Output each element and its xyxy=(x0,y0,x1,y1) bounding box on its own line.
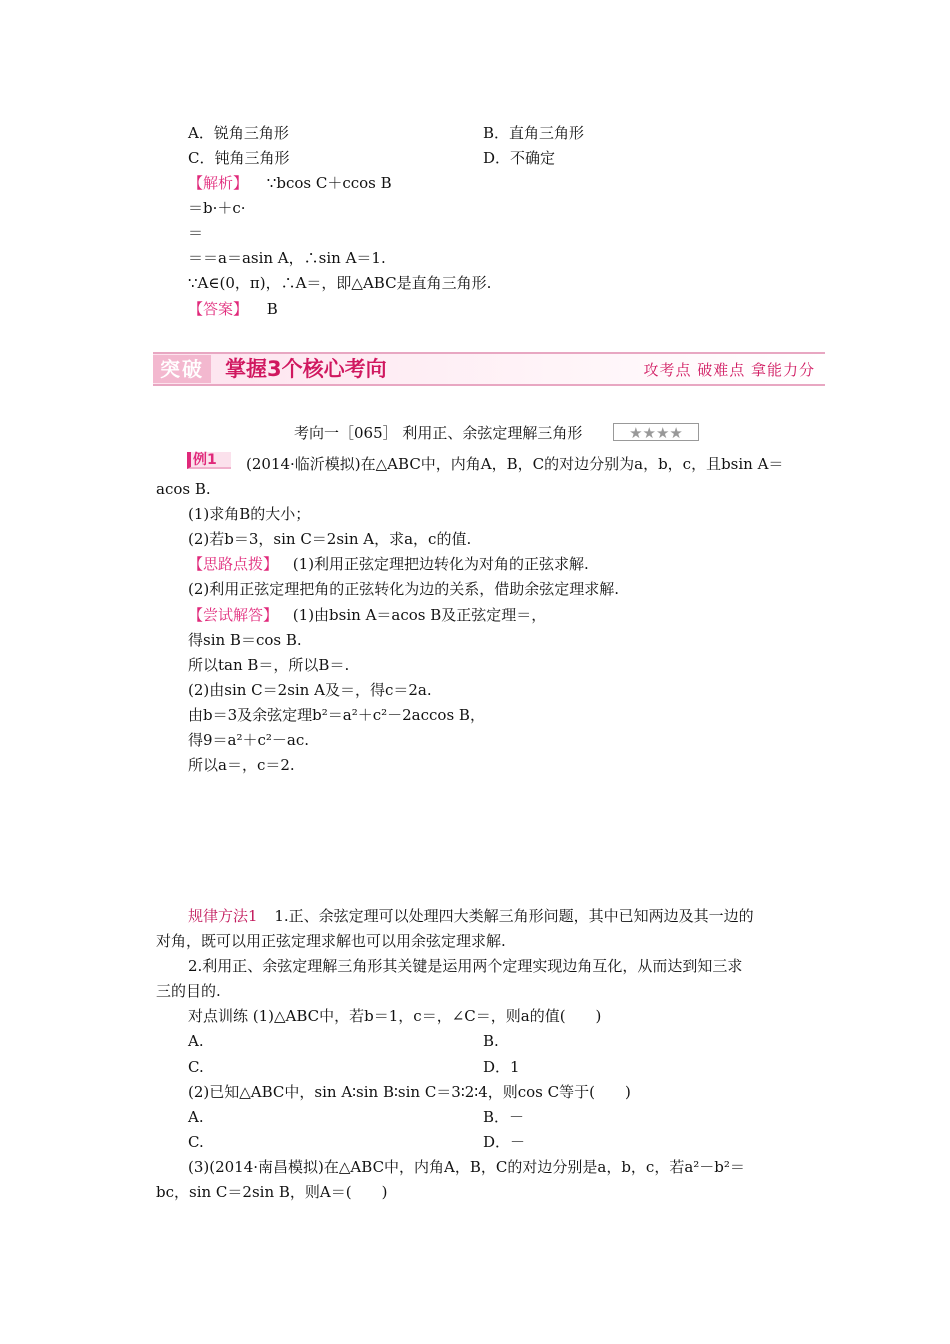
example-question-1: (1)求角B的大小； xyxy=(188,505,311,523)
try-line-7: 所以a＝，c＝2. xyxy=(188,756,295,774)
method-text-1: 1.正、余弦定理可以处理四大类解三角形问题，其中已知两边及其一边的 xyxy=(274,907,754,925)
method-line-4: 三的目的. xyxy=(156,982,221,1000)
example-question-2: (2)若b＝3，sin C＝2sin A，求a，c的值. xyxy=(188,530,472,548)
topic-heading: 考向一［065］ 利用正、余弦定理解三角形 xyxy=(294,424,583,442)
practice-question-3-line-1: (3)(2014·南昌模拟)在△ABC中，内角A，B，C的对边分别是a，b，c，若a²－b²＝ xyxy=(188,1158,745,1176)
banner-bottom-rule xyxy=(153,384,825,386)
solution-line-5: ∵A∈(0，π)，∴A＝，即△ABC是直角三角形. xyxy=(188,274,492,292)
solution-line-2: ＝b·＋c· xyxy=(188,199,246,217)
example-icon: 例1 xyxy=(187,452,231,469)
banner-title: 掌握3个核心考向 xyxy=(225,357,387,381)
difficulty-stars: ★★★★ xyxy=(613,423,699,441)
hint-line-1 xyxy=(188,555,589,573)
option-a: A．锐角三角形 xyxy=(188,124,289,142)
practice-question-1: 对点训练 (1)△ABC中，若b＝1，c＝，∠C＝，则a的值( ) xyxy=(188,1007,602,1025)
practice-q1-option-c: C. xyxy=(188,1058,204,1076)
try-line-1 xyxy=(188,606,546,624)
method-line-3: 2.利用正、余弦定理解三角形其关键是运用两个定理实现边角互化，从而达到知三求 xyxy=(188,957,743,975)
section-banner xyxy=(153,352,825,386)
answer-label: 【答案】 xyxy=(188,300,249,318)
banner-top-rule xyxy=(153,352,825,354)
method-line-1 xyxy=(188,907,754,925)
solution-line-1 xyxy=(188,174,392,192)
hint-line-2: (2)利用正弦定理把角的正弦转化为边的关系，借助余弦定理求解. xyxy=(188,580,620,598)
hint-text-1: (1)利用正弦定理把边转化为对角的正弦求解. xyxy=(292,555,589,573)
practice-q2-option-a: A. xyxy=(188,1108,204,1126)
try-line-3: 所以tan B＝，所以B＝. xyxy=(188,656,350,674)
banner-subtitle: 攻考点 破难点 拿能力分 xyxy=(643,361,815,379)
practice-q1-option-a: A. xyxy=(188,1032,204,1050)
banner-tag: 突破 xyxy=(153,355,211,383)
practice-q2-option-b: B．－ xyxy=(483,1108,525,1126)
try-line-5: 由b＝3及余弦定理b²＝a²＋c²－2accos B， xyxy=(188,706,485,724)
try-line-6: 得9＝a²＋c²－ac. xyxy=(188,731,310,749)
practice-question-2: (2)已知△ABC中，sin A∶sin B∶sin C＝3∶2∶4，则cos C等于( ) xyxy=(188,1083,631,1101)
answer-line xyxy=(188,300,278,318)
practice-q2-option-d: D．－ xyxy=(483,1133,526,1151)
option-b: B．直角三角形 xyxy=(483,124,585,142)
solution-line-3: ＝ xyxy=(188,224,204,242)
solution-line-4: ＝＝a＝asin A，∴sin A＝1. xyxy=(188,249,386,267)
try-label: 【尝试解答】 xyxy=(188,606,279,624)
try-line-4: (2)由sin C＝2sin A及＝，得c＝2a. xyxy=(188,681,432,699)
solution-text-1: ∵bcos C＋ccos B xyxy=(266,174,392,192)
practice-q2-option-c: C. xyxy=(188,1133,204,1151)
hint-label: 【思路点拨】 xyxy=(188,555,279,573)
practice-q1-option-d: D．1 xyxy=(483,1058,520,1076)
solution-label: 【解析】 xyxy=(188,174,249,192)
option-d: D．不确定 xyxy=(483,149,556,167)
try-text-1: (1)由bsin A＝acos B及正弦定理＝， xyxy=(292,606,547,624)
practice-q1-option-b: B. xyxy=(483,1032,499,1050)
method-label: 规律方法1 xyxy=(188,907,258,925)
example-stem-line-2: acos B. xyxy=(156,480,211,498)
practice-question-3-line-2: bc，sin C＝2sin B，则A＝( ) xyxy=(156,1183,388,1201)
option-c: C．钝角三角形 xyxy=(188,149,290,167)
example-stem-line-1: (2014·临沂模拟)在△ABC中，内角A，B，C的对边分别为a，b，c，且bsin A＝ xyxy=(246,455,784,473)
answer-value: B xyxy=(266,300,278,318)
method-line-2: 对角，既可以用正弦定理求解也可以用余弦定理求解. xyxy=(156,932,506,950)
try-line-2: 得sin B＝cos B. xyxy=(188,631,302,649)
